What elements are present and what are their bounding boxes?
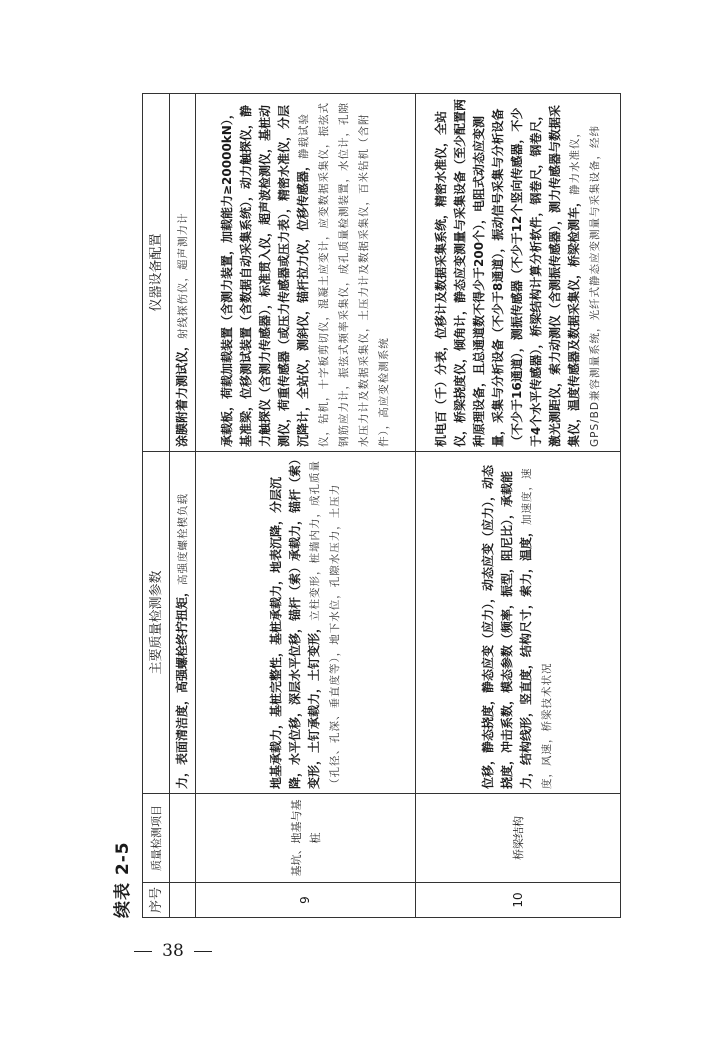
params-bold-text: 力，表面清洁度，高强螺栓终拧扭矩，	[174, 584, 189, 789]
cell-params	[196, 452, 416, 794]
equipment-small-text: 静载试验仪，钻机，十字板剪切仪，混凝土应变计，应变数据采集仪，振弦式钢筋应力计，振弦式频率采集仪，成孔质量检测装置，水位计，孔隙水压力计及数据采集仪，土压力计及数据采集仪，百米钻机（含附件），高应变检测系统	[297, 102, 390, 447]
cell-index: 10	[416, 883, 621, 918]
params-bold-text: 地基承载力，基桩完整性，基桩承载力，地表沉降，分层沉降，水平位移，深层水平位移，锚杆（索）承载力，锚杆（索）变形，土钉承载力，土钉变形，	[268, 458, 321, 789]
table-row	[416, 94, 621, 918]
header-index: 序号	[143, 883, 170, 918]
cell-params-continued	[170, 452, 196, 794]
cell-item: 基坑、地基与基桩	[196, 794, 416, 883]
equipment-small-text: 静力水准仪，GPS/BD兼容测量系统，光纤式静态应变测量与采集设备，经纬	[568, 125, 601, 447]
params-small-text: 加速度，速度，风速，桥梁技术状况	[521, 467, 553, 789]
table-header-row	[143, 94, 170, 918]
rotated-page-content	[108, 98, 623, 918]
equipment-bold-text: 机电百（千）分表，位移计及数据采集系统，精密水准仪，全站仪，桥梁挠度仪，倾角计，静态应变测量与采集设备（至少配置两种原理设备，且总通道数不得少于200个），电阻式动态应变测量，采集与分析设备（不少于8通道），振动信号采集与分析设备（不少于16通道），测振传感器（不少于12个竖向传感器，不少于4个水平传感器），桥梁结构计算分析软件，钢卷尺，钢卷尺，激光测距仪，索力动测仪（含测振传感器），测力传感器与数据采集仪，温度传感器及数据采集仪，桥梁检测车，	[433, 98, 581, 447]
header-equipment: 仪器设备配置	[143, 94, 170, 452]
equipment-bold-text: 承载板，荷载加载装置（含测力装置，加载能力≥20000kN），基准梁，位移测试装置（含数据自动采集系统），动力触探仪，静力触探仪（含测力传感器），标准贯入仪，超声波检测仪，基桩动测仪，荷重传感器（或压力传感器或压力表），精密水准仪，分层沉降计，全站仪，测斜仪，锚杆拉力仪，位移传感器，	[219, 104, 310, 447]
table-row-continued	[170, 94, 196, 918]
page-number-text: 38	[162, 941, 184, 961]
cell-item-empty	[170, 794, 196, 883]
page-number	[108, 938, 238, 964]
table-caption: 续表 2-5	[113, 841, 133, 918]
page-number-dash-right	[194, 951, 212, 952]
cell-equipment	[416, 94, 621, 452]
cell-params	[416, 452, 621, 794]
page-number-dash-left	[134, 951, 152, 952]
equipment-bold-text: 涂膜附着力测试仪，	[174, 338, 189, 447]
equipment-table	[142, 93, 621, 918]
equipment-small-text: 射线探伤仪，超声测力计	[176, 212, 189, 339]
cell-item: 桥梁结构	[416, 794, 621, 883]
cell-equipment-continued	[170, 94, 196, 452]
cell-index-empty	[170, 883, 196, 918]
cell-index: 9	[196, 883, 416, 918]
params-small-text: 立柱变形，桩墙内力，成孔质量（孔径、孔深、垂直度等），地下水位，孔隙水压力，土压力	[308, 459, 341, 789]
cell-equipment	[196, 94, 416, 452]
params-bold-text: 位移，静态挠度，静态应变（应力），动态应变（应力），动态挠度，冲击系数，模态参数（频率，振型，阻尼比），承载能力，结构线形，竖直度，结构尺寸，索力，温度，	[481, 464, 533, 789]
header-params: 主要质量检测参数	[143, 452, 170, 794]
params-small-text: 高强度螺栓楔负载	[176, 492, 189, 585]
table-row	[196, 94, 416, 918]
header-item: 质量检测项目	[143, 794, 170, 883]
